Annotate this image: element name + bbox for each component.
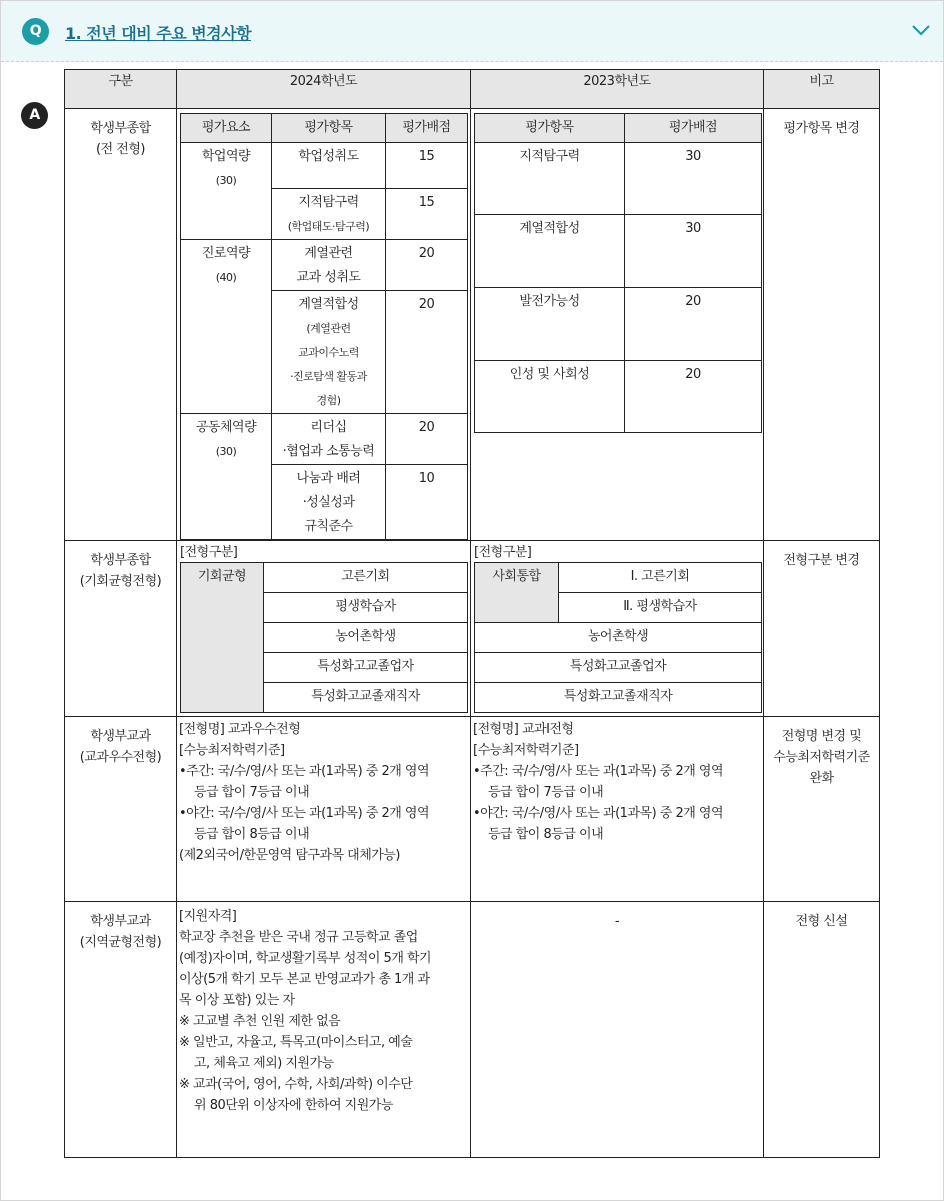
score: 20 [625,361,762,433]
type-cell: Ⅱ. 평생학습자 [559,593,762,623]
score: 30 [625,215,762,288]
th: 평가항목 [272,114,386,143]
type-cell: 농어촌학생 [264,623,468,653]
l: 수능최저학력기준 [773,750,870,765]
line: 이상(5개 학기 모두 본교 반영교과가 총 1개 과 [179,972,430,987]
line: ※ 일반고, 자율고, 특목고(마이스터고, 예술 [179,1035,413,1050]
type-cell: 농어촌학생 [475,623,762,653]
header-category: 구분 [65,70,177,109]
row3-note [764,717,880,902]
item: 학업성취도 [272,143,386,189]
line: 목 이상 포함) 있는 자 [179,993,295,1008]
score: 20 [625,288,762,361]
th: 평가항목 [475,114,625,143]
row4-note: 전형 신설 [764,902,880,1158]
item [272,189,386,240]
th: 평가배점 [386,114,468,143]
score: 15 [386,189,468,240]
chevron-down-icon[interactable] [911,23,931,37]
row4-2024 [177,902,471,1158]
row4-2023: - [471,902,764,1158]
cat-line: 학생부교과 [90,914,151,929]
score: 20 [386,291,468,414]
item [272,240,386,291]
line: (예정)자이며, 학교생활기록부 성적이 5개 학기 [179,951,432,966]
row3-2023 [471,717,764,902]
type-table-2023 [474,562,762,713]
g: 공동체역량 [195,420,257,435]
group-cell: 기회균형 [181,563,264,713]
row1-category [65,109,177,541]
type-cell: 특성화고교졸업자 [264,653,468,683]
row1-note: 평가항목 변경 [764,109,880,541]
l: 교과이수노력 [298,346,359,359]
line: ※ 교과(국어, 영어, 수학, 사회/과학) 이수단 [179,1077,413,1092]
g: 진로역량 [201,246,251,261]
line: 고, 체육고 제외) 지원가능 [194,1056,334,1071]
line: (제2외국어/한문영역 탐구과목 대체가능) [179,848,400,863]
type-cell: 평생학습자 [264,593,468,623]
line: 위 80단위 이상자에 한하여 지원가능 [194,1098,393,1113]
changes-table [64,69,880,1158]
question-header[interactable] [1,1,943,62]
item [272,414,386,465]
line: [지원자격] [179,909,237,924]
row3-category [65,717,177,902]
l: (계열관련 [306,322,351,335]
question-badge: Q [22,18,49,45]
line: •주간: 국/수/영/사 또는 과(1과목) 중 2개 영역 [473,764,724,779]
l: 나눔과 배려 [296,471,361,486]
line: ※ 고교별 추천 인원 제한 없음 [179,1014,341,1029]
line: [수능최저학력기준] [179,743,285,758]
section-label: [전형구분] [474,545,532,560]
line: •야간: 국/수/영/사 또는 과(1과목) 중 2개 영역 [473,806,724,821]
line: 등급 합이 7등급 이내 [194,785,310,800]
th: 평가요소 [181,114,272,143]
l: 완화 [809,771,834,786]
line: 학교장 추천을 받은 국내 정규 고등학교 졸업 [179,930,418,945]
cat-line: 학생부종합 [90,553,151,568]
type-cell: 특성화고교졸업자 [475,653,762,683]
cat-line: 학생부종합 [90,121,151,136]
l: 교과 성취도 [296,270,361,285]
line: •야간: 국/수/영/사 또는 과(1과목) 중 2개 영역 [179,806,430,821]
l: ·진로탐색 활동과 [290,370,367,383]
l: 리더십 [310,420,347,435]
eval-table-2023 [474,113,762,433]
group-academic [181,143,272,240]
th: 평가배점 [625,114,762,143]
l: 계열관련 [304,246,353,261]
l: 규칙준수 [304,519,353,534]
type-cell: 특성화고교졸재직자 [475,683,762,713]
line: 등급 합이 8등급 이내 [488,827,604,842]
row1-2024 [177,109,471,541]
l: 계열적합성 [298,297,359,312]
row2-note: 전형구분 변경 [764,541,880,717]
cat-line: (교과우수전형) [79,750,162,765]
item: 지적탐구력 [475,143,625,215]
eval-table-2024 [180,113,468,540]
g: (40) [215,271,237,284]
question-title[interactable]: 1. 전년 대비 주요 변경사항 [65,24,252,43]
cat-line: (지역균형전형) [79,935,162,950]
l: (학업태도·탐구력) [287,220,370,233]
item: 인성 및 사회성 [475,361,625,433]
row1-2023 [471,109,764,541]
g: (30) [215,445,237,458]
section-label: [전형구분] [180,545,238,560]
score: 10 [386,465,468,540]
cat-line: (전 전형) [96,142,145,157]
type-table-2024 [180,562,468,713]
line: [전형명] 교과Ⅰ전형 [473,722,574,737]
header-note: 비고 [764,70,880,109]
line: 등급 합이 8등급 이내 [194,827,310,842]
group-community [181,414,272,540]
score: 20 [386,240,468,291]
l: ·성실성과 [302,495,355,510]
row2-2024 [177,541,471,717]
line: •주간: 국/수/영/사 또는 과(1과목) 중 2개 영역 [179,764,430,779]
l: ·협업과 소통능력 [282,444,375,459]
group-career [181,240,272,414]
score: 15 [386,143,468,189]
l: 경험) [316,394,341,407]
g: (30) [215,174,237,187]
l: 지적탐구력 [298,195,359,210]
cat-line: (기회균형전형) [79,574,162,589]
g: 학업역량 [201,149,251,164]
score: 30 [625,143,762,215]
type-cell: 특성화고교졸재직자 [264,683,468,713]
item: 계열적합성 [475,215,625,288]
answer-badge: A [21,102,48,129]
row3-2024 [177,717,471,902]
l: 전형명 변경 및 [781,729,862,744]
row2-2023 [471,541,764,717]
type-cell: 고른기회 [264,563,468,593]
item: 발전가능성 [475,288,625,361]
row4-category [65,902,177,1158]
line: [수능최저학력기준] [473,743,579,758]
type-cell: Ⅰ. 고른기회 [559,563,762,593]
item [272,465,386,540]
line: [전형명] 교과우수전형 [179,722,301,737]
score: 20 [386,414,468,465]
header-2024: 2024학년도 [177,70,471,109]
line: 등급 합이 7등급 이내 [488,785,604,800]
header-2023: 2023학년도 [471,70,764,109]
item [272,291,386,414]
cat-line: 학생부교과 [90,729,151,744]
row2-category [65,541,177,717]
group-cell: 사회통합 [475,563,559,623]
